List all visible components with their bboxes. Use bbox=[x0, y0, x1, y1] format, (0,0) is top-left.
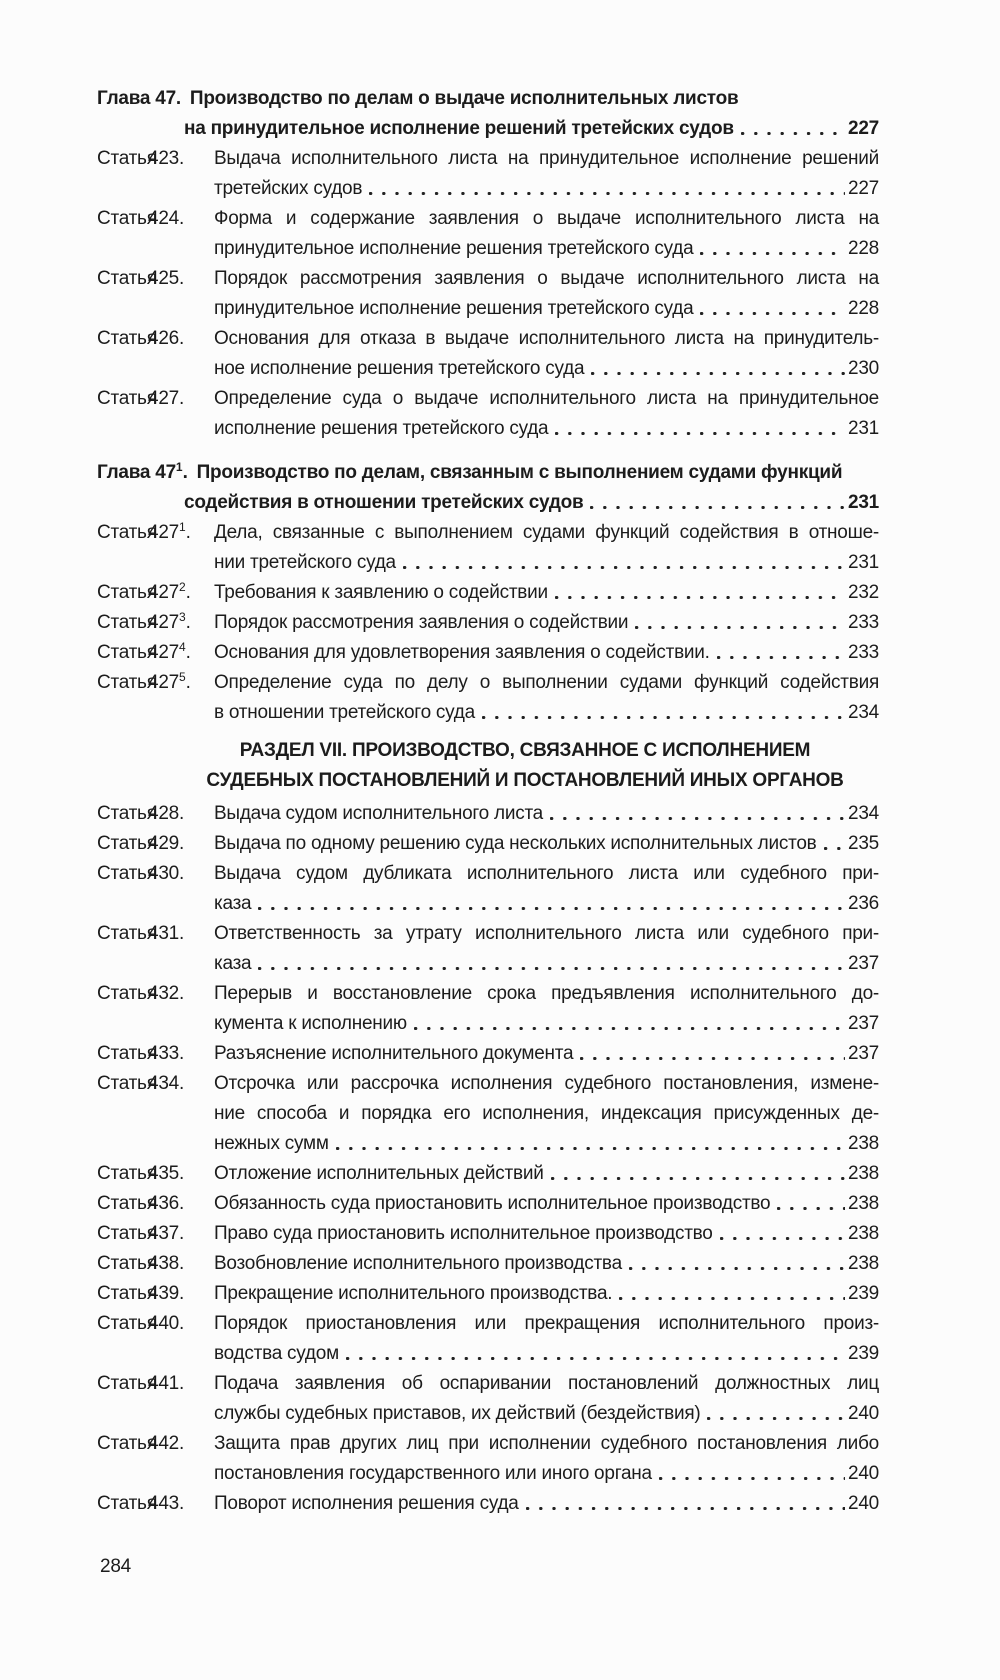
entry-line-text: Ответственность за утрату исполнительного листа или судебного при- bbox=[214, 923, 879, 944]
entry-line bbox=[214, 1369, 879, 1399]
entry-line bbox=[214, 578, 879, 608]
article-number: $427^3$. bbox=[148, 610, 191, 633]
entry-line bbox=[214, 799, 879, 829]
article-entry bbox=[97, 204, 879, 264]
page-footer-number: 284 bbox=[100, 1556, 131, 1577]
entry-line bbox=[214, 1399, 879, 1429]
article-number: $427^1$. bbox=[148, 520, 191, 543]
article-entry bbox=[97, 578, 879, 608]
entry-line bbox=[214, 889, 879, 919]
article-label-word: Статья bbox=[97, 833, 157, 854]
entry-line-text: службы судебных приставов, их действий (бездействия) bbox=[214, 1403, 701, 1424]
article-number: 434. bbox=[148, 1073, 184, 1094]
article-number: 433. bbox=[148, 1043, 184, 1064]
article-entry bbox=[97, 1219, 879, 1249]
entry-body bbox=[214, 1219, 879, 1249]
page-ref: 239 bbox=[848, 1343, 879, 1364]
article-label bbox=[97, 1489, 214, 1519]
dot-leader bbox=[717, 656, 845, 659]
entry-line-text: Поворот исполнения решения суда bbox=[214, 1493, 519, 1514]
article-entry bbox=[97, 384, 879, 444]
entry-line-text: Производство по делам, связанным с выполнением судами функций bbox=[196, 462, 843, 483]
entry-line-text: водства судом bbox=[214, 1343, 339, 1364]
entry-line bbox=[214, 518, 879, 548]
article-label bbox=[97, 608, 214, 638]
entry-body bbox=[214, 144, 879, 204]
entry-line-text: Защита прав других лиц при исполнении судебного постановления либо bbox=[214, 1433, 879, 1454]
entry-line bbox=[214, 1489, 879, 1519]
article-label bbox=[97, 324, 214, 354]
entry-body bbox=[214, 204, 879, 264]
entry-line-text: третейских судов bbox=[214, 178, 363, 199]
toc-list bbox=[97, 84, 879, 1519]
dot-leader bbox=[555, 432, 845, 435]
article-number: 426. bbox=[148, 328, 184, 349]
article-entry bbox=[97, 1489, 879, 1519]
article-entry bbox=[97, 1279, 879, 1309]
page-ref: 237 bbox=[848, 1043, 879, 1064]
entry-line bbox=[214, 949, 879, 979]
chapter-label: Глава 47. bbox=[97, 88, 181, 109]
entry-line-text: ние способа и порядка его исполнения, индексация присужденных де- bbox=[214, 1103, 879, 1124]
entry-line bbox=[214, 608, 879, 638]
entry-body bbox=[214, 1189, 879, 1219]
page-ref: 231 bbox=[848, 492, 879, 513]
article-label bbox=[97, 1279, 214, 1309]
entry-line-text: Форма и содержание заявления о выдаче исполнительного листа на bbox=[214, 208, 879, 229]
page-ref: 237 bbox=[848, 953, 879, 974]
page-ref: 235 bbox=[848, 833, 879, 854]
entry-body bbox=[214, 578, 879, 608]
dot-leader bbox=[482, 716, 845, 719]
entry-line bbox=[214, 294, 879, 324]
entry-line bbox=[214, 354, 879, 384]
page-ref: 227 bbox=[848, 178, 879, 199]
entry-line-text: Отложение исполнительных действий bbox=[214, 1163, 544, 1184]
entry-line-text: Право суда приостановить исполнительное производство bbox=[214, 1223, 713, 1244]
entry-body bbox=[214, 324, 879, 384]
entry-body bbox=[214, 1429, 879, 1489]
article-number: 425. bbox=[148, 268, 184, 289]
entry-line-text: каза bbox=[214, 893, 252, 914]
article-number: 428. bbox=[148, 803, 184, 824]
page-ref: 233 bbox=[848, 642, 879, 663]
entry-body bbox=[214, 518, 879, 578]
article-entry bbox=[97, 608, 879, 638]
article-label-word: Статья bbox=[97, 148, 157, 169]
entry-line bbox=[214, 1039, 879, 1069]
entry-line bbox=[214, 1069, 879, 1099]
entry-body bbox=[214, 1069, 879, 1159]
article-number: 437. bbox=[148, 1223, 184, 1244]
superscript: 4 bbox=[178, 640, 186, 654]
dot-leader bbox=[403, 566, 845, 569]
article-number: 435. bbox=[148, 1163, 184, 1184]
entry-line bbox=[214, 414, 879, 444]
article-number: $427^4$. bbox=[148, 640, 191, 663]
superscript: 5 bbox=[178, 670, 186, 684]
entry-body bbox=[214, 799, 879, 829]
entry-line bbox=[214, 1219, 879, 1249]
page-ref: 227 bbox=[848, 118, 879, 139]
entry-line bbox=[214, 1459, 879, 1489]
dot-leader bbox=[700, 312, 845, 315]
entry-line bbox=[214, 144, 879, 174]
page-ref: 228 bbox=[848, 298, 879, 319]
entry-body bbox=[214, 1039, 879, 1069]
entry-body bbox=[214, 264, 879, 324]
article-label bbox=[97, 638, 214, 668]
superscript: 1 bbox=[178, 520, 186, 534]
dot-leader bbox=[414, 1027, 845, 1030]
entry-body bbox=[214, 1489, 879, 1519]
entry-body bbox=[214, 668, 879, 728]
article-label-word: Статья bbox=[97, 612, 157, 633]
article-number: 430. bbox=[148, 863, 184, 884]
entry-line bbox=[214, 1129, 879, 1159]
dot-leader bbox=[591, 372, 845, 375]
page-ref: 231 bbox=[848, 418, 879, 439]
article-number: $427^2$. bbox=[148, 580, 191, 603]
dot-leader bbox=[659, 1477, 845, 1480]
article-label bbox=[97, 919, 214, 949]
entry-line-text: нежных сумм bbox=[214, 1133, 329, 1154]
article-label bbox=[97, 204, 214, 234]
article-number: 441. bbox=[148, 1373, 184, 1394]
article-label bbox=[97, 264, 214, 294]
entry-line-text: Выдача исполнительного листа на принудительное исполнение решений bbox=[214, 148, 879, 169]
article-number: 436. bbox=[148, 1193, 184, 1214]
entry-line-text: содействия в отношении третейских судов bbox=[184, 492, 584, 513]
article-entry bbox=[97, 1159, 879, 1189]
entry-line bbox=[214, 1189, 879, 1219]
entry-line bbox=[214, 859, 879, 889]
page-ref: 234 bbox=[848, 702, 879, 723]
entry-body bbox=[214, 638, 879, 668]
entry-body bbox=[214, 384, 879, 444]
article-label-word: Статья bbox=[97, 1433, 157, 1454]
page-ref: 238 bbox=[848, 1253, 879, 1274]
entry-line bbox=[97, 488, 879, 518]
entry-body bbox=[214, 979, 879, 1039]
page-ref: 239 bbox=[848, 1283, 879, 1304]
article-label-word: Статья bbox=[97, 1253, 157, 1274]
entry-line bbox=[214, 1279, 879, 1309]
entry-line-text: Выдача судом дубликата исполнительного листа или судебного при- bbox=[214, 863, 879, 884]
chapter-label: Глава $47^1$. bbox=[97, 460, 188, 483]
article-label-word: Статья bbox=[97, 328, 157, 349]
article-entry bbox=[97, 1309, 879, 1369]
dot-leader bbox=[635, 626, 845, 629]
article-label bbox=[97, 384, 214, 414]
article-entry bbox=[97, 919, 879, 979]
page-ref: 233 bbox=[848, 612, 879, 633]
entry-line-text: ное исполнение решения третейского суда bbox=[214, 358, 585, 379]
page-ref: 236 bbox=[848, 893, 879, 914]
entry-line-text: Выдача судом исполнительного листа bbox=[214, 803, 544, 824]
article-entry bbox=[97, 829, 879, 859]
entry-line bbox=[214, 174, 879, 204]
page-ref: 240 bbox=[848, 1493, 879, 1514]
article-number: 438. bbox=[148, 1253, 184, 1274]
entry-line-text: кумента к исполнению bbox=[214, 1013, 407, 1034]
article-label bbox=[97, 829, 214, 859]
entry-line-text: на принудительное исполнение решений третейских судов bbox=[184, 118, 734, 139]
article-number: $427^5$. bbox=[148, 670, 191, 693]
article-entry bbox=[97, 1039, 879, 1069]
article-label bbox=[97, 1429, 214, 1459]
entry-line bbox=[214, 638, 879, 668]
page-ref: 238 bbox=[848, 1163, 879, 1184]
dot-leader bbox=[369, 192, 845, 195]
entry-line-text: Производство по делам о выдаче исполнительных листов bbox=[189, 88, 739, 109]
article-label bbox=[97, 1249, 214, 1279]
article-number: 423. bbox=[148, 148, 184, 169]
dot-leader bbox=[629, 1267, 845, 1270]
article-label bbox=[97, 518, 214, 548]
entry-body bbox=[214, 1249, 879, 1279]
article-entry bbox=[97, 799, 879, 829]
article-entry bbox=[97, 859, 879, 919]
article-label-word: Статья bbox=[97, 388, 157, 409]
page-ref: 237 bbox=[848, 1013, 879, 1034]
entry-line-text: принудительное исполнение решения третейского суда bbox=[214, 298, 694, 319]
superscript: 3 bbox=[178, 610, 186, 624]
page-ref: 231 bbox=[848, 552, 879, 573]
article-number: 427. bbox=[148, 388, 184, 409]
article-label-word: Статья bbox=[97, 1283, 157, 1304]
entry-line-text: Определение суда о выдаче исполнительного листа на принудительное bbox=[214, 388, 879, 409]
entry-line bbox=[214, 829, 879, 859]
dot-leader bbox=[336, 1147, 845, 1150]
entry-line-text: Обязанность суда приостановить исполнительное производство bbox=[214, 1193, 771, 1214]
article-label-word: Статья bbox=[97, 1373, 157, 1394]
article-label-word: Статья bbox=[97, 923, 157, 944]
article-label-word: Статья bbox=[97, 672, 157, 693]
entry-line-text: нии третейского суда bbox=[214, 552, 396, 573]
entry-line bbox=[214, 1429, 879, 1459]
entry-body bbox=[214, 829, 879, 859]
dot-leader bbox=[580, 1057, 845, 1060]
article-label-word: Статья bbox=[97, 642, 157, 663]
article-label bbox=[97, 979, 214, 1009]
article-label-word: Статья bbox=[97, 1163, 157, 1184]
entry-body bbox=[214, 1279, 879, 1309]
entry-body bbox=[214, 608, 879, 638]
entry-body bbox=[214, 1159, 879, 1189]
article-label bbox=[97, 668, 214, 698]
entry-line bbox=[214, 1339, 879, 1369]
entry-line bbox=[214, 204, 879, 234]
entry-line-text: Определение суда по делу о выполнении судами функций содействия bbox=[214, 672, 879, 693]
article-label-word: Статья bbox=[97, 268, 157, 289]
entry-line-text: Перерыв и восстановление срока предъявления исполнительного до- bbox=[214, 983, 879, 1004]
article-label bbox=[97, 1219, 214, 1249]
article-label-word: Статья bbox=[97, 1223, 157, 1244]
article-label bbox=[97, 1069, 214, 1099]
article-number: 442. bbox=[148, 1433, 184, 1454]
article-entry bbox=[97, 1369, 879, 1429]
page-ref: 238 bbox=[848, 1193, 879, 1214]
article-label bbox=[97, 799, 214, 829]
article-entry bbox=[97, 638, 879, 668]
article-number: 439. bbox=[148, 1283, 184, 1304]
entry-line bbox=[214, 1009, 879, 1039]
article-label-word: Статья bbox=[97, 1493, 157, 1514]
entry-line bbox=[214, 668, 879, 698]
entry-line bbox=[214, 979, 879, 1009]
entry-line-text: постановления государственного или иного органа bbox=[214, 1463, 652, 1484]
entry-line-text: Порядок приостановления или прекращения исполнительного произ- bbox=[214, 1313, 879, 1334]
page-ref: 238 bbox=[848, 1223, 879, 1244]
entry-line-text: в отношении третейского суда bbox=[214, 702, 475, 723]
article-entry bbox=[97, 668, 879, 728]
dot-leader bbox=[824, 847, 846, 850]
entry-line-text: Основания для удовлетворения заявления о содействии. bbox=[214, 642, 710, 663]
entry-line bbox=[214, 548, 879, 578]
entry-line-text: Подача заявления об оспаривании постановлений должностных лиц bbox=[214, 1373, 879, 1394]
section-heading-line: СУДЕБНЫХ ПОСТАНОВЛЕНИЙ И ПОСТАНОВЛЕНИЙ ИНЫХ ОРГАНОВ bbox=[206, 770, 844, 791]
article-entry bbox=[97, 518, 879, 578]
article-number: 431. bbox=[148, 923, 184, 944]
entry-line bbox=[214, 234, 879, 264]
entry-line-text: принудительное исполнение решения третейского суда bbox=[214, 238, 694, 259]
dot-leader bbox=[720, 1237, 845, 1240]
article-number: 424. bbox=[148, 208, 184, 229]
article-entry bbox=[97, 144, 879, 204]
entry-line bbox=[214, 324, 879, 354]
superscript: 1 bbox=[175, 460, 183, 474]
dot-leader bbox=[619, 1297, 845, 1300]
dot-leader bbox=[700, 252, 845, 255]
article-label bbox=[97, 144, 214, 174]
page-ref: 228 bbox=[848, 238, 879, 259]
article-label bbox=[97, 859, 214, 889]
entry-body bbox=[214, 859, 879, 919]
entry-line-text: исполнение решения третейского суда bbox=[214, 418, 549, 439]
dot-leader bbox=[741, 132, 845, 135]
entry-line-text: Отсрочка или рассрочка исполнения судебного постановления, измене- bbox=[214, 1073, 879, 1094]
article-label-word: Статья bbox=[97, 983, 157, 1004]
entry-line bbox=[97, 84, 879, 114]
dot-leader bbox=[555, 596, 845, 599]
page-ref: 234 bbox=[848, 803, 879, 824]
superscript: 2 bbox=[178, 580, 186, 594]
article-label-word: Статья bbox=[97, 1043, 157, 1064]
entry-line bbox=[97, 458, 879, 488]
entry-line-text: Порядок рассмотрения заявления о содействии bbox=[214, 612, 629, 633]
article-entry bbox=[97, 1189, 879, 1219]
entry-line bbox=[214, 1159, 879, 1189]
entry-line-text: Выдача по одному решению суда нескольких исполнительных листов bbox=[214, 833, 817, 854]
article-number: 429. bbox=[148, 833, 184, 854]
article-label-word: Статья bbox=[97, 1313, 157, 1334]
dot-leader bbox=[258, 907, 845, 910]
article-label bbox=[97, 1039, 214, 1069]
article-number: 440. bbox=[148, 1313, 184, 1334]
entry-line bbox=[214, 1099, 879, 1129]
entry-line-text: каза bbox=[214, 953, 252, 974]
entry-line bbox=[214, 1249, 879, 1279]
entry-line bbox=[214, 919, 879, 949]
article-label bbox=[97, 1369, 214, 1399]
page-ref: 240 bbox=[848, 1403, 879, 1424]
dot-leader bbox=[258, 967, 845, 970]
article-label bbox=[97, 578, 214, 608]
entry-line-text: Основания для отказа в выдаче исполнительного листа на принудитель- bbox=[214, 328, 879, 349]
article-label-word: Статья bbox=[97, 1193, 157, 1214]
entry-line-text: Разъяснение исполнительного документа bbox=[214, 1043, 574, 1064]
article-label-word: Статья bbox=[97, 522, 157, 543]
article-label-word: Статья bbox=[97, 1073, 157, 1094]
entry-line-text: Прекращение исполнительного производства. bbox=[214, 1283, 613, 1304]
page-ref: 232 bbox=[848, 582, 879, 603]
section-entry bbox=[134, 736, 916, 796]
page-ref: 238 bbox=[848, 1133, 879, 1154]
article-label bbox=[97, 1309, 214, 1339]
page-ref: 230 bbox=[848, 358, 879, 379]
entry-line bbox=[214, 264, 879, 294]
entry-body bbox=[214, 919, 879, 979]
article-entry bbox=[97, 979, 879, 1039]
entry-line-text: Порядок рассмотрения заявления о выдаче исполнительного листа на bbox=[214, 268, 879, 289]
article-number: 432. bbox=[148, 983, 184, 1004]
dot-leader bbox=[526, 1507, 845, 1510]
entry-line bbox=[97, 114, 879, 144]
article-label bbox=[97, 1189, 214, 1219]
entry-body bbox=[214, 1369, 879, 1429]
page-ref: 240 bbox=[848, 1463, 879, 1484]
dot-leader bbox=[346, 1357, 845, 1360]
dot-leader bbox=[707, 1417, 845, 1420]
section-heading-line: РАЗДЕЛ VII. ПРОИЗВОДСТВО, СВЯЗАННОЕ С ИСПОЛНЕНИЕМ bbox=[239, 740, 811, 761]
entry-line-text: Дела, связанные с выполнением судами функций содействия в отноше- bbox=[214, 522, 879, 543]
article-label-word: Статья bbox=[97, 208, 157, 229]
article-label-word: Статья bbox=[97, 863, 157, 884]
article-entry bbox=[97, 264, 879, 324]
article-entry bbox=[97, 1069, 879, 1159]
entry-line bbox=[214, 1309, 879, 1339]
article-entry bbox=[97, 1249, 879, 1279]
dot-leader bbox=[551, 1177, 845, 1180]
dot-leader bbox=[590, 506, 845, 509]
entry-body bbox=[214, 1309, 879, 1369]
entry-line-text: Возобновление исполнительного производства bbox=[214, 1253, 622, 1274]
entry-line bbox=[214, 384, 879, 414]
entry-line bbox=[214, 698, 879, 728]
dot-leader bbox=[550, 817, 845, 820]
article-label bbox=[97, 1159, 214, 1189]
article-entry bbox=[97, 1429, 879, 1489]
article-entry bbox=[97, 324, 879, 384]
article-number: 443. bbox=[148, 1493, 184, 1514]
dot-leader bbox=[777, 1207, 845, 1210]
chapter-entry bbox=[97, 458, 879, 518]
article-label-word: Статья bbox=[97, 582, 157, 603]
article-label-word: Статья bbox=[97, 803, 157, 824]
entry-line-text: Требования к заявлению о содействии bbox=[214, 582, 548, 603]
chapter-entry bbox=[97, 84, 879, 144]
